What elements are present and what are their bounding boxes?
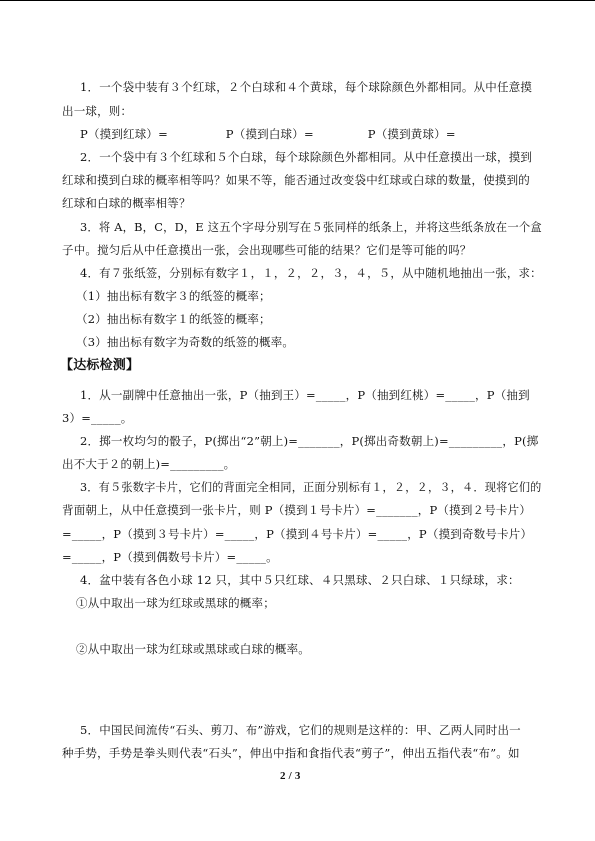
test-1-line-1: 1．从一副牌中任意抽出一张，P（抽到王）=_____，P（抽到红桃）=_____，P（抽到 — [80, 388, 530, 402]
problem-1-blanks: P（摸到红球）= P（摸到白球）= P（摸到黄球）= — [80, 127, 456, 141]
test-3-line-4: =_____，P（摸到偶数号卡片）=_____。 — [62, 550, 278, 564]
problem-1-line-1: 1．一个袋中装有３个红球，２个白球和４个黄球，每个球除颜色外都相同。从中任意摸 — [80, 80, 533, 94]
problem-2-line-3: 红球和白球的概率相等？ — [62, 196, 191, 210]
section-title: 【达标检测】 — [60, 358, 140, 373]
problem-4-line-1: 4．有７张纸签，分别标有数字１，１，２，２，３，４，５，从中随机地抽出一张，求： — [80, 266, 542, 280]
test-4-line-1: 4．盆中装有各色小球 12 只，其中５只红球、４只黑球、２只白球、１只绿球，求： — [80, 573, 520, 587]
test-2-line-2: 出不大于２的朝上)=_________。 — [62, 457, 236, 471]
test-2-line-1: 2．掷一枚均匀的骰子，P(掷出“2”朝上)=_______，P(掷出奇数朝上)=_________，P(掷 — [80, 434, 539, 448]
page-number: 2 / 3 — [280, 770, 301, 782]
test-1-line-2: 3）=_____。 — [62, 411, 133, 425]
problem-4-sub-1: （1）抽出标有数字３的纸签的概率； — [76, 289, 271, 303]
test-3-line-1: 3．有５张数字卡片，它们的背面完全相同，正面分别标有１，２，２，３，４．现将它们的 — [80, 480, 542, 494]
test-3-line-2: 背面朝上，从中任意摸到一张卡片，则 P（摸到１号卡片）=_______，P（摸到２号卡片） — [62, 503, 532, 517]
problem-2-line-2: 红球和摸到白球的概率相等吗？如果不等，能否通过改变袋中红球或白球的数量，使摸到的 — [62, 173, 530, 187]
test-5-line-1: 5．中国民间流传“石头、剪刀、布”游戏，它们的规则是这样的：甲、乙两人同时出一 — [80, 723, 521, 737]
problem-1-line-2: 出一球，则： — [62, 104, 133, 118]
test-3-line-3: =_____，P（摸到３号卡片）=_____，P（摸到４号卡片）=_____，P（摸到奇数号卡片） — [62, 527, 533, 541]
problem-4-sub-3: （3）抽出标有数字为奇数的纸签的概率。 — [76, 335, 295, 349]
test-4-sub-1: ①从中取出一球为红球或黑球的概率； — [76, 596, 275, 610]
test-5-line-2: 种手势，手势是拳头则代表“石头”，伸出中指和食指代表“剪子”，伸出五指代表“布”。如 — [62, 746, 520, 760]
top-border — [0, 0, 595, 1]
problem-3-line-2: 子中。搅匀后从中任意摸出一张，会出现哪些可能的结果？它们是等可能的吗？ — [62, 243, 472, 257]
problem-4-sub-2: （2）抽出标有数字１的纸签的概率； — [76, 312, 271, 326]
problem-3-line-1: 3．将 A，B，C，D，E 这五个字母分别写在５张同样的纸条上，并将这些纸条放在一个盒 — [80, 220, 542, 234]
test-4-sub-2: ②从中取出一球为红球或黑球或白球的概率。 — [76, 642, 310, 656]
problem-2-line-1: 2．一个袋中有３个红球和５个白球，每个球除颜色外都相同。从中任意摸出一球，摸到 — [80, 150, 533, 164]
